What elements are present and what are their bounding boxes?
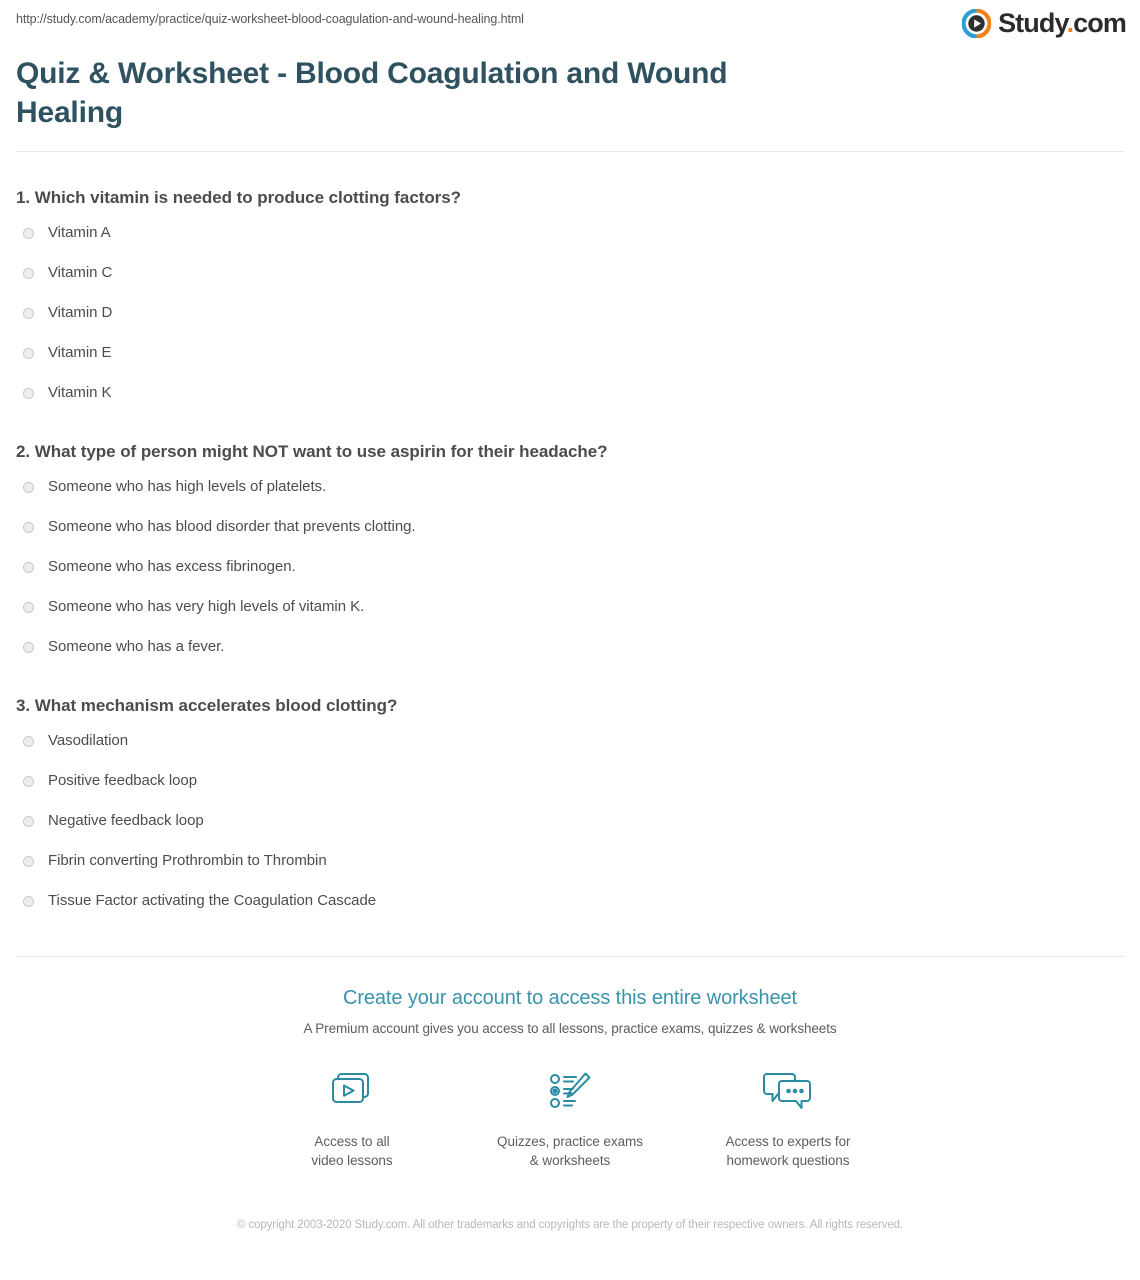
feature-label-line1: Access to experts for: [725, 1134, 851, 1149]
answer-label: Someone who has high levels of platelets.: [48, 478, 327, 495]
logo-word-dot: .: [1066, 8, 1074, 38]
logo-wordmark: [998, 9, 1126, 38]
feature-label: [243, 1132, 461, 1170]
answer-option[interactable]: [16, 596, 1124, 618]
answer-option[interactable]: [16, 516, 1124, 538]
answer-label: Vitamin K: [48, 384, 112, 401]
answer-option[interactable]: [16, 342, 1124, 364]
question-block: [16, 186, 1124, 404]
page-url: http://study.com/academy/practice/quiz-worksheet-blood-coagulation-and-wound-healing.html: [16, 12, 524, 26]
radio-button-icon[interactable]: [23, 856, 34, 867]
logo-word-tld: com: [1073, 8, 1126, 38]
feature-label-line2: & worksheets: [529, 1153, 611, 1168]
quiz-checklist-pencil-icon: [461, 1066, 679, 1118]
answer-label: Someone who has excess fibrinogen.: [48, 558, 296, 575]
answer-label: Positive feedback loop: [48, 772, 197, 789]
answer-option[interactable]: [16, 890, 1124, 912]
answer-label: Negative feedback loop: [48, 812, 204, 829]
radio-button-icon[interactable]: [23, 268, 34, 279]
radio-button-icon[interactable]: [23, 522, 34, 533]
feature-quizzes: [461, 1066, 679, 1170]
feature-label-line1: Access to all: [314, 1134, 390, 1149]
video-lessons-icon: [243, 1066, 461, 1118]
answer-label: Fibrin converting Prothrombin to Thrombin: [48, 852, 327, 869]
radio-button-icon[interactable]: [23, 776, 34, 787]
radio-button-icon[interactable]: [23, 816, 34, 827]
feature-expert-help: [679, 1066, 897, 1170]
answer-label: Vitamin A: [48, 224, 111, 241]
answer-label: Vitamin D: [48, 304, 113, 321]
feature-video-lessons: [243, 1066, 461, 1170]
radio-button-icon[interactable]: [23, 562, 34, 573]
answer-option[interactable]: [16, 770, 1124, 792]
promo-features: [0, 1066, 1140, 1170]
question-text: 2. What type of person might NOT want to use aspirin for their headache?: [16, 442, 608, 461]
studycom-logo[interactable]: [962, 9, 1126, 38]
answer-label: Vitamin E: [48, 344, 112, 361]
feature-label: [679, 1132, 897, 1170]
answer-option[interactable]: [16, 636, 1124, 658]
answer-label: Vasodilation: [48, 732, 129, 749]
answer-option[interactable]: [16, 810, 1124, 832]
feature-label-line2: video lessons: [311, 1153, 393, 1168]
question-block: [16, 694, 1124, 912]
radio-button-icon[interactable]: [23, 736, 34, 747]
radio-button-icon[interactable]: [23, 308, 34, 319]
answer-option[interactable]: [16, 222, 1124, 244]
copyright-text: © copyright 2003-2020 Study.com. All other trademarks and copyrights are the property of their respective owners. All rights reserved.: [236, 1219, 904, 1231]
radio-button-icon[interactable]: [23, 228, 34, 239]
feature-label-line1: Quizzes, practice exams: [497, 1134, 643, 1149]
radio-button-icon[interactable]: [23, 642, 34, 653]
answer-label: Someone who has blood disorder that prevents clotting.: [48, 518, 416, 535]
question-text: 1. Which vitamin is needed to produce clotting factors?: [16, 188, 461, 207]
answer-label: Someone who has very high levels of vitamin K.: [48, 598, 365, 615]
chat-bubbles-icon: [679, 1066, 897, 1118]
question-text: 3. What mechanism accelerates blood clotting?: [16, 696, 398, 715]
answer-option[interactable]: [16, 556, 1124, 578]
radio-button-icon[interactable]: [23, 482, 34, 493]
promo-subheading: A Premium account gives you access to all lessons, practice exams, quizzes & worksheets: [303, 1021, 837, 1036]
answer-label: Tissue Factor activating the Coagulation Cascade: [48, 892, 377, 909]
logo-word-main: Study: [998, 8, 1067, 38]
answer-label: Vitamin C: [48, 264, 113, 281]
answer-option[interactable]: [16, 476, 1124, 498]
answer-option[interactable]: [16, 302, 1124, 324]
title-divider: [16, 151, 1124, 152]
answer-label: Someone who has a fever.: [48, 638, 225, 655]
premium-promo: [0, 957, 1140, 1170]
radio-button-icon[interactable]: [23, 602, 34, 613]
questions-list: [0, 186, 1140, 912]
topbar: [0, 0, 1140, 38]
promo-heading-link[interactable]: Create your account to access this entire worksheet: [342, 987, 797, 1009]
page-title: Quiz & Worksheet - Blood Coagulation and Wound Healing: [16, 57, 728, 129]
radio-button-icon[interactable]: [23, 896, 34, 907]
radio-button-icon[interactable]: [23, 388, 34, 399]
play-circle-icon: [962, 9, 991, 38]
feature-label-line2: homework questions: [726, 1153, 850, 1168]
radio-button-icon[interactable]: [23, 348, 34, 359]
feature-label: [461, 1132, 679, 1170]
answer-option[interactable]: [16, 850, 1124, 872]
answer-option[interactable]: [16, 262, 1124, 284]
answer-option[interactable]: [16, 382, 1124, 404]
answer-option[interactable]: [16, 730, 1124, 752]
question-block: [16, 440, 1124, 658]
